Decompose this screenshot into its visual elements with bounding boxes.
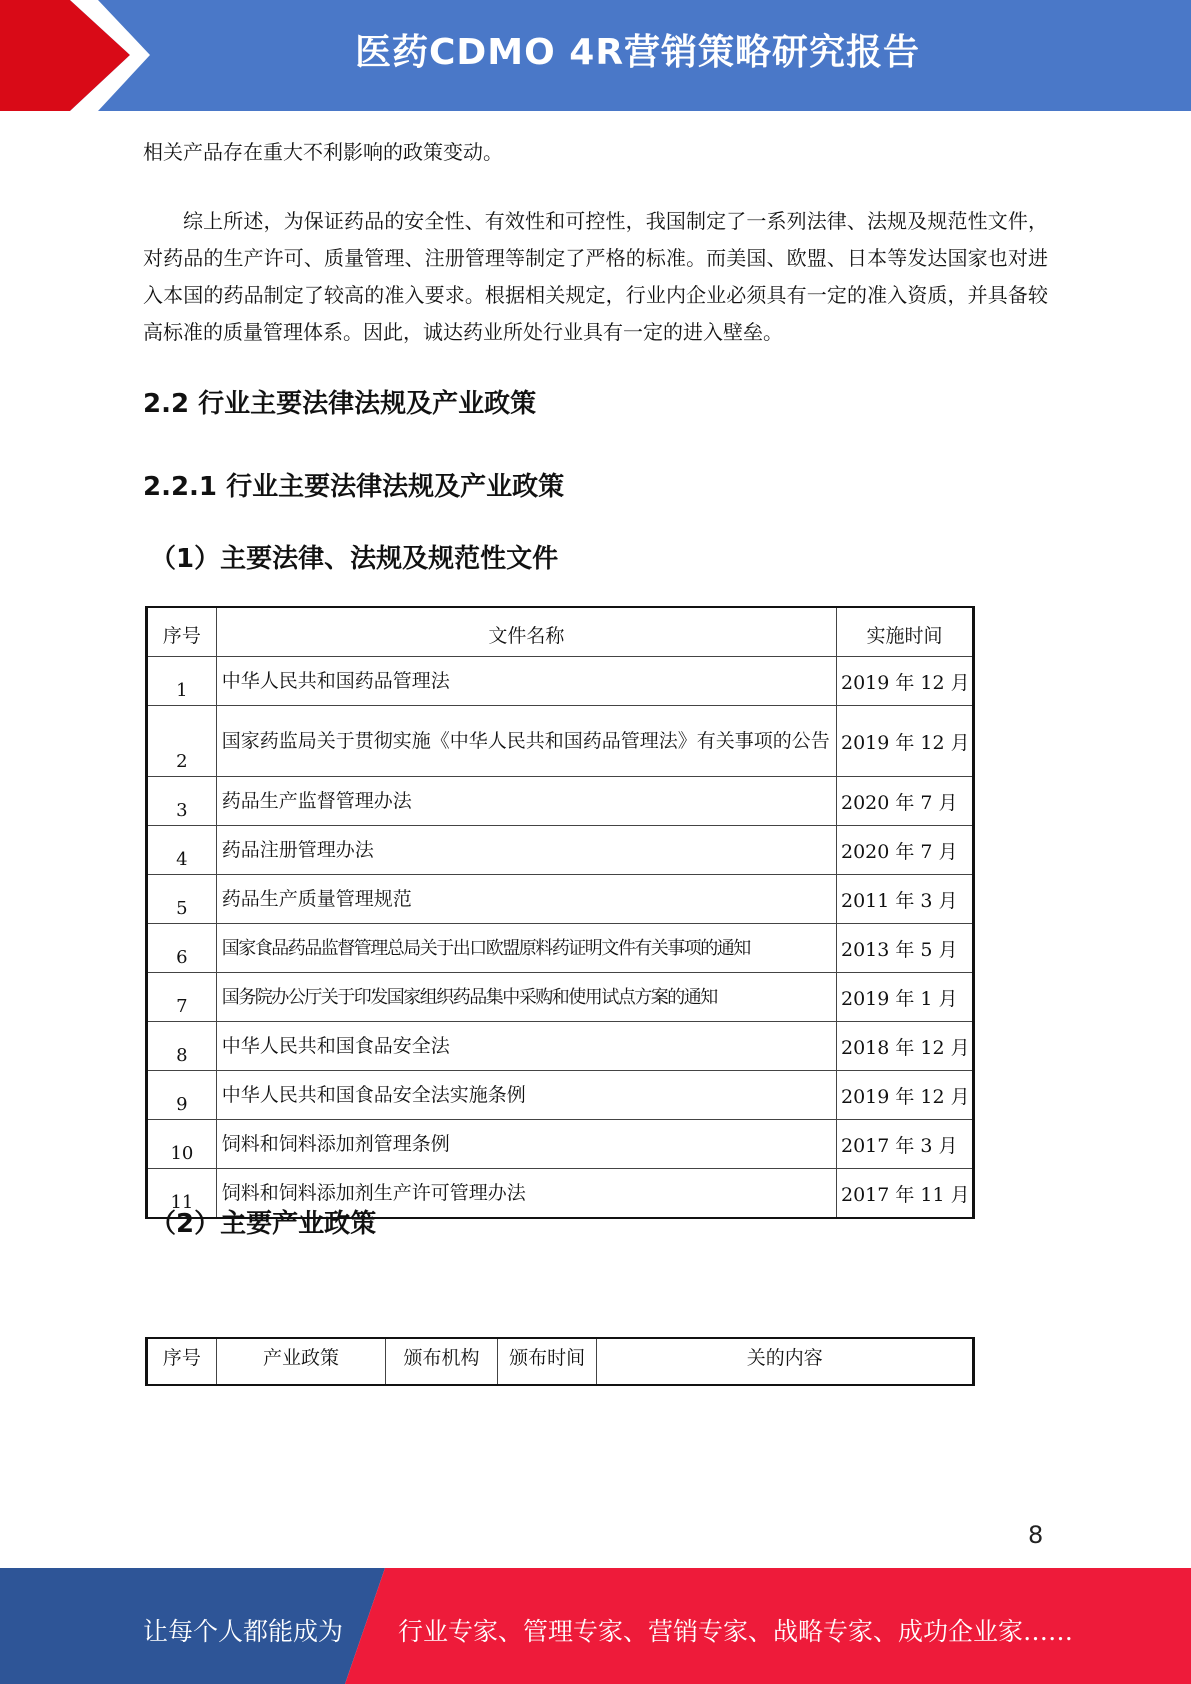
page-number: 8 xyxy=(1028,1521,1044,1549)
row-index: 10 xyxy=(147,1120,217,1169)
col-header-issue-date: 颁布时间 xyxy=(497,1338,597,1385)
row-index: 4 xyxy=(147,826,217,875)
row-document-name: 中华人民共和国药品管理法 xyxy=(216,657,836,706)
paragraph-summary: 综上所述，为保证药品的安全性、有效性和可控性，我国制定了一系列法律、法规及规范性文件，对药品的生产许可、质量管理、注册管理等制定了严格的标准。而美国、欧盟、日本等发达国家也对进入本国的药品制定了较高的准入要求。根据相关规定，行业内企业必须具有一定的准入资质，并具备较高标准的质量管理体系。因此，诚达药业所处行业具有一定的进入壁垒。 xyxy=(143,209,1048,344)
row-document-name: 药品生产质量管理规范 xyxy=(216,875,836,924)
table-row xyxy=(147,1120,974,1169)
row-effective-date: 2020 年 7 月 xyxy=(837,826,974,875)
table-row xyxy=(147,657,974,706)
row-effective-date: 2020 年 7 月 xyxy=(837,777,974,826)
footer-slogan-left: 让每个人都能成为 xyxy=(143,1617,344,1646)
row-document-name: 中华人民共和国食品安全法实施条例 xyxy=(216,1071,836,1120)
subheading-laws: （1）主要法律、法规及规范性文件 xyxy=(150,544,559,574)
table-row xyxy=(147,706,974,777)
row-effective-date: 2017 年 3 月 xyxy=(837,1120,974,1169)
row-document-name: 饲料和饲料添加剂生产许可管理办法 xyxy=(216,1169,836,1219)
section-heading-2-2-1: 2.2.1 行业主要法律法规及产业政策 xyxy=(143,472,565,502)
col-header-content: 关的内容 xyxy=(597,1338,974,1385)
col-header-index: 序号 xyxy=(147,607,217,657)
row-effective-date: 2017 年 11 月 xyxy=(837,1169,974,1219)
row-document-name: 国家药监局关于贯彻实施《中华人民共和国药品管理法》有关事项的公告 xyxy=(216,706,836,777)
table-row xyxy=(147,875,974,924)
row-index: 9 xyxy=(147,1071,217,1120)
table-header-row xyxy=(147,1338,974,1385)
row-index: 11 xyxy=(147,1169,217,1219)
row-effective-date: 2019 年 12 月 xyxy=(837,657,974,706)
col-header-index: 序号 xyxy=(147,1338,217,1385)
subheading-industry-policy: （2）主要产业政策 xyxy=(150,1209,377,1239)
page-footer xyxy=(0,1568,1191,1684)
table-row xyxy=(147,924,974,973)
report-title: 医药CDMO 4R营销策略研究报告 xyxy=(355,32,921,73)
page-header xyxy=(0,0,1191,111)
row-effective-date: 2019 年 12 月 xyxy=(837,706,974,777)
row-index: 3 xyxy=(147,777,217,826)
row-index: 8 xyxy=(147,1022,217,1071)
industry-policy-table xyxy=(145,1337,975,1386)
table-row xyxy=(147,1022,974,1071)
row-effective-date: 2019 年 1 月 xyxy=(837,973,974,1022)
col-header-issuer: 颁布机构 xyxy=(386,1338,498,1385)
row-effective-date: 2013 年 5 月 xyxy=(837,924,974,973)
row-document-name: 国务院办公厅关于印发国家组织药品集中采购和使用试点方案的通知 xyxy=(216,973,836,1022)
table-row xyxy=(147,826,974,875)
paragraph-continuation: 相关产品存在重大不利影响的政策变动。 xyxy=(143,140,503,164)
col-header-date: 实施时间 xyxy=(837,607,974,657)
row-document-name: 国家食品药品监督管理总局关于出口欧盟原料药证明文件有关事项的通知 xyxy=(216,924,836,973)
col-header-policy: 产业政策 xyxy=(216,1338,385,1385)
row-index: 7 xyxy=(147,973,217,1022)
row-document-name: 中华人民共和国食品安全法 xyxy=(216,1022,836,1071)
row-document-name: 药品注册管理办法 xyxy=(216,826,836,875)
table-header-row xyxy=(147,607,974,657)
laws-table xyxy=(145,606,975,1219)
col-header-name: 文件名称 xyxy=(216,607,836,657)
section-heading-2-2: 2.2 行业主要法律法规及产业政策 xyxy=(143,389,537,419)
row-document-name: 饲料和饲料添加剂管理条例 xyxy=(216,1120,836,1169)
row-effective-date: 2019 年 12 月 xyxy=(837,1071,974,1120)
row-index: 5 xyxy=(147,875,217,924)
row-document-name: 药品生产监督管理办法 xyxy=(216,777,836,826)
row-index: 6 xyxy=(147,924,217,973)
row-index: 1 xyxy=(147,657,217,706)
row-index: 2 xyxy=(147,706,217,777)
table-row xyxy=(147,1071,974,1120)
table-row xyxy=(147,777,974,826)
table-row xyxy=(147,973,974,1022)
row-effective-date: 2018 年 12 月 xyxy=(837,1022,974,1071)
footer-slogan-right: 行业专家、管理专家、营销专家、战略专家、成功企业家…… xyxy=(398,1617,1074,1646)
row-effective-date: 2011 年 3 月 xyxy=(837,875,974,924)
